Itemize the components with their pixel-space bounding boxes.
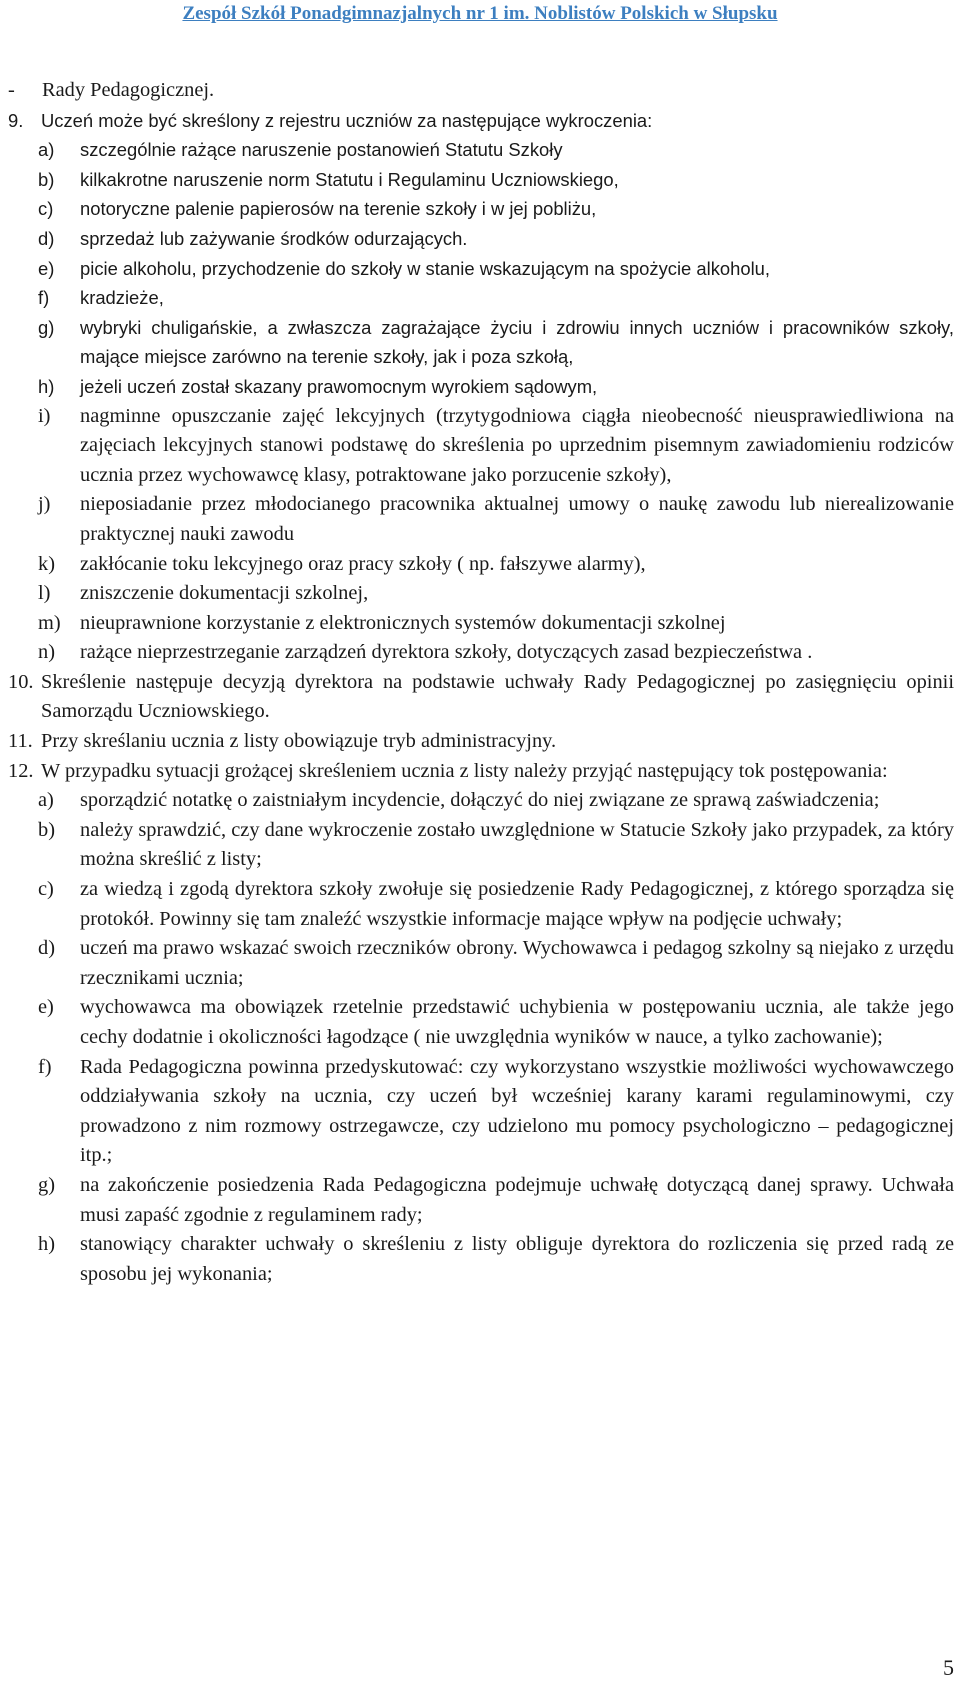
list-marker: m) (38, 611, 61, 634)
list-marker: g) (38, 1173, 55, 1196)
list-item (8, 934, 954, 993)
list-marker: a) (38, 789, 54, 812)
list-marker: h) (38, 375, 55, 397)
list-item (8, 165, 954, 195)
list-item (8, 638, 954, 668)
list-marker: k) (38, 552, 55, 575)
list-marker: g) (38, 316, 55, 338)
list-marker: h) (38, 1233, 55, 1256)
list-marker: 10. (8, 670, 34, 693)
list-marker: - (8, 79, 15, 101)
list-marker: b) (38, 818, 55, 841)
list-marker: f) (38, 287, 50, 309)
list-marker: 12. (8, 759, 34, 782)
list-item-text: sprzedaż lub zażywanie środków odurzających. (80, 227, 468, 249)
list-item-text: nagminne opuszczanie zajęć lekcyjnych (trzytygodniowa ciągła nieobecność nieusprawiedliwiona na zajęciach lekcyjnych stanowi podstawę do skreślenia po uprzednim pisemnym zawiadomieniu rodziców ucznia przez wychowawcę klasy, potraktowane jako porzucenie szkoły), (80, 404, 954, 486)
list-marker: i) (38, 404, 51, 427)
list-item (8, 194, 954, 224)
list-item-text: jeżeli uczeń został skazany prawomocnym wyrokiem sądowym, (80, 375, 598, 397)
list-marker: j) (38, 493, 51, 516)
list-item-text: Przy skreślaniu ucznia z listy obowiązuje tryb administracyjny. (41, 730, 557, 753)
list-item-text: wybryki chuligańskie, a zwłaszcza zagrażające życiu i zdrowiu innych uczniów i pracowników szkoły, mające miejsce zarówno na terenie szkoły, jak i poza szkołą, (80, 316, 954, 368)
list-item (8, 786, 954, 816)
list-item-text: Uczeń może być skreślony z rejestru uczniów za następujące wykroczenia: (41, 109, 653, 131)
list-item-text: sporządzić notatkę o zaistniałym incydencie, dołączyć do niej związane ze sprawą zaświadczenia; (80, 789, 880, 812)
list-item (8, 550, 954, 580)
list-item-text: Skreślenie następuje decyzją dyrektora na podstawie uchwały Rady Pedagogicznej po zasięgnięciu opinii Samorządu Uczniowskiego. (41, 670, 954, 723)
list-marker: e) (38, 996, 54, 1019)
list-item-text: zniszczenie dokumentacji szkolnej, (80, 582, 369, 605)
list-item-text: kradzieże, (80, 287, 164, 309)
list-item-text: stanowiący charakter uchwały o skreśleniu z listy obliguje dyrektora do rozliczenia się przed radą ze sposobu jej wykonania; (80, 1233, 954, 1285)
list-item-text: W przypadku sytuacji grożącej skreśleniem ucznia z listy należy przyjąć następujący tok postępowania: (41, 759, 888, 782)
list-item (8, 668, 954, 727)
list-marker: c) (38, 198, 54, 220)
list-item-text: notoryczne palenie papierosów na terenie szkoły i w jej pobliżu, (80, 198, 597, 220)
list-item-text: picie alkoholu, przychodzenie do szkoły w stanie wskazującym na spożycie alkoholu, (80, 257, 770, 279)
page-header: Zespół Szkół Ponadgimnazjalnych nr 1 im. Noblistów Polskich w Słupsku (182, 3, 778, 24)
list-item (8, 106, 954, 136)
list-item (8, 490, 954, 549)
list-item (8, 313, 954, 372)
list-item (8, 402, 954, 491)
list-item (8, 254, 954, 284)
list-marker: 9. (8, 109, 24, 131)
list-item-text: Rada Pedagogiczna powinna przedyskutować: czy wykorzystano wszystkie możliwości wychowawczego oddziaływania szkoły na ucznia, czy uczeń był wcześniej karany karami regulaminowymi, czy prowadzono z nim rozmowy ostrzegawcze, czy udzielono mu pomocy psychologiczno – pedagogicznej itp.; (80, 1055, 954, 1167)
list-marker: 11. (8, 730, 33, 753)
list-marker: l) (38, 582, 51, 605)
list-item (8, 757, 954, 787)
list-item-text: Rady Pedagogicznej. (42, 79, 215, 101)
list-item-text: za wiedzą i zgodą dyrektora szkoły zwołuje się posiedzenie Rady Pedagogicznej, z którego sporządza się protokół. Powinny się tam znaleźć wszystkie informacje mające wpływ na podjęcie uchwały; (80, 878, 954, 930)
list-item (8, 224, 954, 254)
list-marker: f) (38, 1055, 52, 1078)
list-marker: n) (38, 641, 55, 664)
list-marker: d) (38, 227, 55, 249)
page-number: 5 (943, 1655, 954, 1680)
list-item (8, 1171, 954, 1230)
list-item (8, 135, 954, 165)
list-item-text: wychowawca ma obowiązek rzetelnie przedstawić uchybienia w postępowaniu ucznia, ale także jego cechy dodatnie i okoliczności łagodzące ( nie uwzględnia wyników w nauce, a tylko zachowanie); (80, 996, 954, 1048)
list-marker: a) (38, 139, 55, 161)
list-marker: b) (38, 168, 55, 190)
list-marker: e) (38, 257, 55, 279)
list-item (8, 993, 954, 1052)
list-item (8, 1053, 954, 1171)
list-marker: c) (38, 878, 54, 901)
list-item (8, 579, 954, 609)
list-item (8, 1230, 954, 1289)
list-item (8, 372, 954, 402)
list-item-text: szczególnie rażące naruszenie postanowień Statutu Szkoły (80, 139, 563, 161)
list-item (8, 283, 954, 313)
document-body (8, 76, 954, 1289)
list-item (8, 76, 954, 106)
list-item-text: rażące nieprzestrzeganie zarządzeń dyrektora szkoły, dotyczących zasad bezpieczeństwa . (80, 641, 813, 664)
list-item-text: na zakończenie posiedzenia Rada Pedagogiczna podejmuje uchwałę dotyczącą danej sprawy. Uchwała musi zapaść zgodnie z regulaminem rady; (80, 1173, 954, 1226)
list-item-text: kilkakrotne naruszenie norm Statutu i Regulaminu Uczniowskiego, (80, 168, 619, 190)
list-item (8, 609, 954, 639)
list-item (8, 875, 954, 934)
list-item-text: zakłócanie toku lekcyjnego oraz pracy szkoły ( np. fałszywe alarmy), (80, 552, 646, 575)
list-item (8, 816, 954, 875)
list-item-text: należy sprawdzić, czy dane wykroczenie zostało uwzględnione w Statucie Szkoły jako przypadek, za który można skreślić z listy; (80, 818, 954, 871)
list-item-text: nieposiadanie przez młodocianego pracownika aktualnej umowy o naukę zawodu lub nierealizowanie praktycznej nauki zawodu (80, 493, 954, 545)
list-marker: d) (38, 937, 55, 960)
list-item (8, 727, 954, 757)
list-item-text: nieuprawnione korzystanie z elektronicznych systemów dokumentacji szkolnej (80, 611, 726, 634)
list-item-text: uczeń ma prawo wskazać swoich rzeczników obrony. Wychowawca i pedagog szkolny są niejako z urzędu rzecznikami ucznia; (80, 937, 954, 989)
